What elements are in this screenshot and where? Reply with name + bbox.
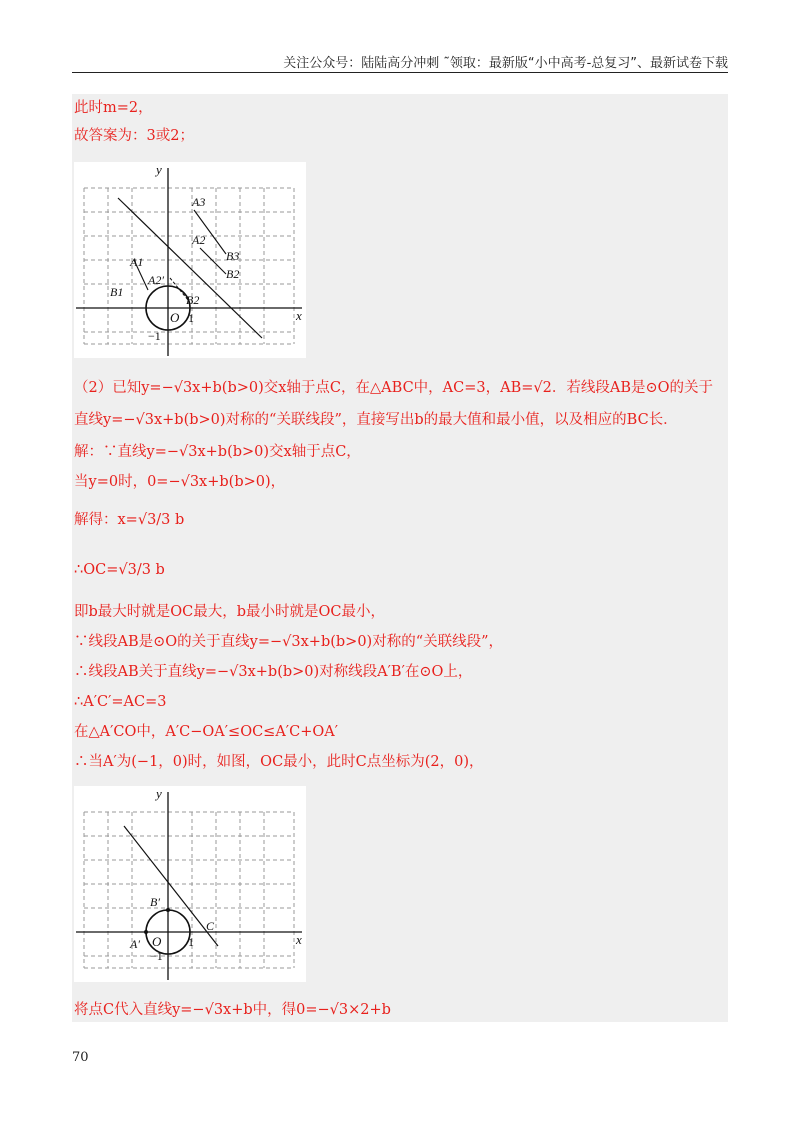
page-number: 70 [72,1050,89,1065]
text-line-7: 解得：x=√3/3 b [74,512,185,528]
text-line-14: ∴当A′为(−1，0)时，如图，OC最小，此时C点坐标为(2，0)， [74,754,484,770]
text-line-3: （2）已知y=−√3x+b(b>0)交x轴于点C，在△ABC中，AC=3，AB=√2．若线段AB是⊙O的关于 [74,380,714,396]
text-line-1: 此时m=2， [74,100,153,116]
tick-one-label: 1 [188,311,194,325]
point-label: C [206,919,215,933]
point-label: B1 [110,285,124,299]
point-label: B2 [226,267,240,281]
point-label: A2 [192,233,206,247]
origin-label: O [170,310,180,325]
coordinate-figure-1 [74,162,306,358]
tick-one-label: 1 [188,935,194,949]
point-label: B3 [226,249,240,263]
solution-content [72,94,728,1022]
text-line-2: 故答案为：3或2； [74,128,194,144]
tick-neg-one-label: −1 [148,329,161,343]
text-line-9: 即b最大时就是OC最大，b最小时就是OC最小， [74,604,386,620]
text-line-15: 将点C代入直线y=−√3x+b中，得0=−√3×2+b [74,1002,391,1018]
text-line-4: 直线y=−√3x+b(b>0)对称的“关联线段”，直接写出b的最大值和最小值，以及相应的BC长． [74,412,678,428]
point-label: A3 [192,195,206,209]
page-header: 关注公众号：陆陆高分冲刺 ˜领取：最新版“小中高考-总复习”、最新试卷下载 [72,52,728,73]
coordinate-figure-2 [74,786,306,982]
x-axis-label: x [296,308,302,323]
tick-neg-one-label: −1 [150,949,163,963]
text-line-13: 在△A′CO中，A′C−OA′≤OC≤A′C+OA′ [74,724,338,740]
origin-label: O [152,934,162,949]
x-axis-label: x [296,932,302,947]
text-line-11: ∴线段AB关于直线y=−√3x+b(b>0)对称线段A′B′在⊙O上， [74,664,473,680]
y-axis-label: y [156,162,162,177]
text-line-8: ∴OC=√3/3 b [74,562,165,578]
point-label: B′ [150,895,160,909]
text-line-5: 解：∵直线y=−√3x+b(b>0)交x轴于点C， [74,444,361,460]
y-axis-label: y [156,786,162,801]
point-label: A′ [130,937,140,951]
point-label: A2′ [148,273,164,287]
text-line-12: ∴A′C′=AC=3 [74,694,167,710]
point-label: A1 [130,255,144,269]
text-line-6: 当y=0时，0=−√3x+b(b>0)， [74,474,286,490]
text-line-10: ∵线段AB是⊙O的关于直线y=−√3x+b(b>0)对称的“关联线段”， [74,634,504,650]
point-label: B2 [186,293,200,307]
